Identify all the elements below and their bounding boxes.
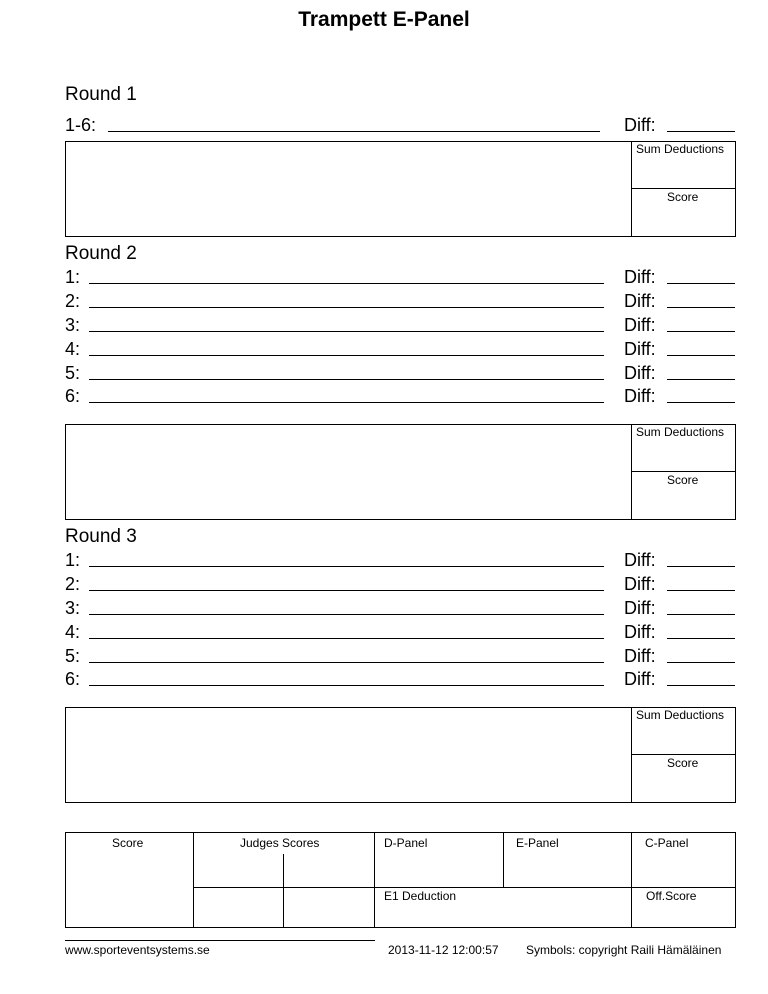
round-3-line-6-diff-field[interactable]: [667, 685, 735, 686]
round-1-sum-deductions-label: Sum Deductions: [636, 142, 725, 156]
round-3-line-3-label: 3:: [65, 598, 81, 618]
summary-de-divider: [503, 832, 504, 887]
summary-divider-2: [374, 832, 375, 928]
footer-timestamp: 2013-11-12 12:00:57: [388, 943, 499, 957]
footer-rule: [65, 940, 375, 941]
round-3-line-4-diff-label: Diff:: [624, 622, 656, 642]
round-2-line-2-diff-label: Diff:: [624, 291, 656, 311]
round-2-sum-deductions-label: Sum Deductions: [636, 425, 725, 439]
round-3-line-1-field[interactable]: [89, 566, 604, 567]
summary-judges-divider: [283, 854, 284, 928]
round-2-line-1-diff-label: Diff:: [624, 267, 656, 287]
round-2-line-2-field[interactable]: [89, 307, 604, 308]
round-2-line-3-field[interactable]: [89, 331, 604, 332]
round-2-score-label: Score: [667, 473, 699, 487]
round-3-line-5-label: 5:: [65, 646, 81, 666]
round-2-line-2-label: 2:: [65, 291, 81, 311]
round-3-line-6-diff-label: Diff:: [624, 669, 656, 689]
round-1-line-field[interactable]: [108, 131, 600, 132]
round-2-line-1-field[interactable]: [89, 283, 604, 284]
round-3-line-1-diff-field[interactable]: [667, 566, 735, 567]
round-1-box-divider: [631, 141, 632, 237]
round-3-line-5-diff-field[interactable]: [667, 662, 735, 663]
round-3-line-1-label: 1:: [65, 550, 81, 570]
summary-hdivider: [193, 887, 736, 888]
round-2-line-3-label: 3:: [65, 315, 81, 335]
round-3-line-6-label: 6:: [65, 669, 81, 689]
round-2-line-6-diff-label: Diff:: [624, 386, 656, 406]
round-2-line-5-label: 5:: [65, 363, 81, 383]
round-1-line-label: 1-6:: [65, 115, 97, 135]
page-title: Trampett E-Panel: [298, 8, 470, 31]
round-3-line-2-diff-label: Diff:: [624, 574, 656, 594]
round-2-line-1-label: 1:: [65, 267, 81, 287]
round-3-box-divider: [631, 707, 632, 803]
round-3-line-2-field[interactable]: [89, 590, 604, 591]
round-2-line-2-diff-field[interactable]: [667, 307, 735, 308]
round-3-line-4-diff-field[interactable]: [667, 638, 735, 639]
round-1-title: Round 1: [65, 84, 137, 105]
round-2-line-6-diff-field[interactable]: [667, 402, 735, 403]
footer-copyright: Symbols: copyright Raili Hämäläinen: [526, 943, 722, 957]
round-3-line-2-diff-field[interactable]: [667, 590, 735, 591]
round-1-diff-field[interactable]: [667, 131, 735, 132]
round-2-line-3-diff-field[interactable]: [667, 331, 735, 332]
round-1-score-label: Score: [667, 190, 699, 204]
round-2-box-hdivider: [631, 471, 736, 472]
summary-e-panel-label: E-Panel: [516, 836, 559, 850]
round-2-line-6-field[interactable]: [89, 402, 604, 403]
round-2-line-3-diff-label: Diff:: [624, 315, 656, 335]
summary-e1-deduction-label: E1 Deduction: [384, 889, 457, 903]
round-3-sum-deductions-label: Sum Deductions: [636, 708, 725, 722]
round-3-line-1-diff-label: Diff:: [624, 550, 656, 570]
summary-off-score-label: Off.Score: [646, 889, 697, 903]
round-2-line-5-diff-label: Diff:: [624, 363, 656, 383]
round-3-line-5-diff-label: Diff:: [624, 646, 656, 666]
round-3-title: Round 3: [65, 526, 137, 547]
round-2-line-4-label: 4:: [65, 339, 81, 359]
summary-divider-1: [193, 832, 194, 928]
round-3-score-label: Score: [667, 756, 699, 770]
round-2-line-5-field[interactable]: [89, 379, 604, 380]
round-3-line-4-label: 4:: [65, 622, 81, 642]
summary-score-label: Score: [112, 836, 144, 850]
footer-website: www.sporteventsystems.se: [65, 943, 210, 957]
round-3-line-6-field[interactable]: [89, 685, 604, 686]
round-2-title: Round 2: [65, 243, 137, 264]
summary-divider-3: [631, 832, 632, 928]
round-2-box-divider: [631, 424, 632, 520]
round-1-diff-label: Diff:: [624, 115, 656, 135]
round-3-line-2-label: 2:: [65, 574, 81, 594]
round-2-line-4-diff-field[interactable]: [667, 355, 735, 356]
summary-c-panel-label: C-Panel: [645, 836, 689, 850]
round-3-line-3-field[interactable]: [89, 614, 604, 615]
round-2-line-1-diff-field[interactable]: [667, 283, 735, 284]
round-2-line-4-field[interactable]: [89, 355, 604, 356]
summary-judges-scores-label: Judges Scores: [240, 836, 320, 850]
round-2-line-5-diff-field[interactable]: [667, 379, 735, 380]
round-2-line-6-label: 6:: [65, 386, 81, 406]
round-3-line-3-diff-label: Diff:: [624, 598, 656, 618]
summary-d-panel-label: D-Panel: [384, 836, 428, 850]
round-3-line-5-field[interactable]: [89, 662, 604, 663]
round-1-box-hdivider: [631, 188, 736, 189]
round-2-line-4-diff-label: Diff:: [624, 339, 656, 359]
round-3-line-4-field[interactable]: [89, 638, 604, 639]
round-3-line-3-diff-field[interactable]: [667, 614, 735, 615]
round-3-box-hdivider: [631, 754, 736, 755]
